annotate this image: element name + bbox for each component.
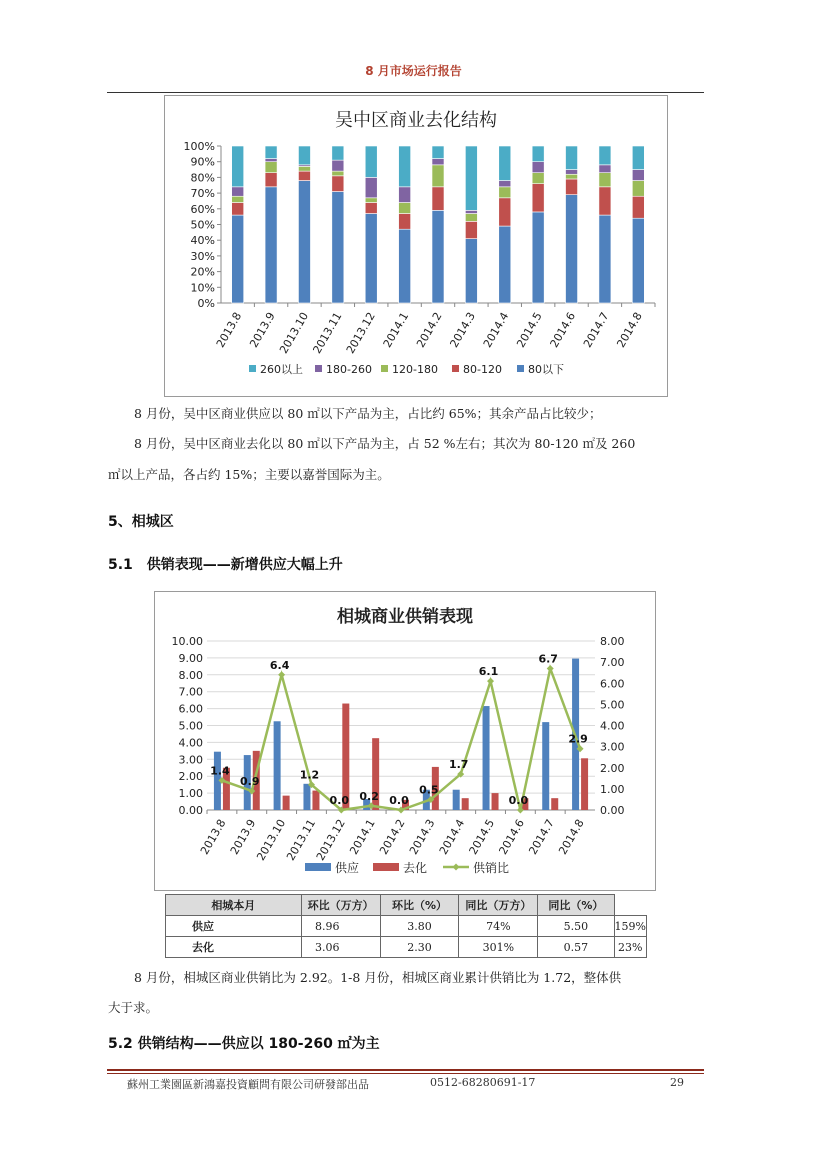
bar-segment <box>532 212 544 303</box>
bar-segment <box>232 215 244 303</box>
bar-segment <box>265 173 277 187</box>
x-tick-label: 2013.11 <box>310 310 345 356</box>
paragraph-wuzhong-supply: 8 月份，吴中区商业供应以 80 ㎡以下产品为主，占比约 65%；其余产品占比较少； <box>134 406 602 421</box>
table-cell: 0.57 <box>538 937 614 958</box>
y-right-tick-label: 7.00 <box>600 656 625 670</box>
ratio-point <box>547 665 554 672</box>
bar-segment <box>298 181 310 303</box>
bar-segment <box>532 173 544 184</box>
legend-label: 260以上 <box>260 363 303 376</box>
paragraph-wuzhong-sales: 8 月份，吴中区商业去化以 80 ㎡以下产品为主，占 52 %左右；其次为 80-120 ㎡及 260 <box>134 436 636 451</box>
bar-segment <box>566 174 578 179</box>
paragraph-xiangcheng-ratio-cont: 大于求。 <box>108 1000 159 1015</box>
subsection-heading-supply-sales: 5.1 供销表现——新增供应大幅上升 <box>108 557 343 573</box>
ratio-data-label: 0.9 <box>240 774 260 788</box>
bar-segment <box>632 218 644 303</box>
y-tick-label: 80% <box>190 171 215 185</box>
table-row <box>166 916 647 937</box>
bar-segment <box>632 181 644 197</box>
bar-segment <box>432 187 444 211</box>
bar-segment <box>365 177 377 197</box>
legend-swatch <box>315 365 322 372</box>
y-tick-label: 90% <box>190 155 215 169</box>
table-row <box>166 937 647 958</box>
y-right-tick-label: 1.00 <box>600 782 625 796</box>
table-cell: 3.06 <box>301 937 380 958</box>
sales-bar <box>551 798 558 810</box>
x-tick-label: 2014.2 <box>377 817 408 857</box>
bar-segment <box>499 181 511 187</box>
bar-segment <box>332 146 344 160</box>
bar-segment <box>399 214 411 230</box>
y-left-tick-label: 3.00 <box>178 753 203 767</box>
y-left-tick-label: 6.00 <box>178 702 203 716</box>
y-left-tick-label: 9.00 <box>178 651 203 665</box>
y-tick-label: 100% <box>183 140 215 153</box>
bar-segment <box>365 214 377 303</box>
y-tick-label: 50% <box>190 218 215 232</box>
paragraph-wuzhong-sales-cont: ㎡以上产品，各占约 15%；主要以嘉誉国际为主。 <box>108 467 390 482</box>
table-header-row <box>166 895 647 916</box>
x-tick-label: 2014.8 <box>556 817 587 857</box>
x-tick-label: 2014.4 <box>480 310 512 350</box>
y-right-tick-label: 5.00 <box>600 698 625 712</box>
supply-bar <box>453 790 460 810</box>
wuzhong-structure-chart <box>164 95 668 397</box>
bar-segment <box>365 198 377 203</box>
xiangcheng-stats-table <box>165 894 647 958</box>
bar-segment <box>232 196 244 202</box>
sales-bar <box>581 758 588 810</box>
ratio-data-label: 0.0 <box>508 794 529 807</box>
y-left-tick-label: 2.00 <box>178 770 203 784</box>
y-tick-label: 60% <box>190 202 215 216</box>
bar-segment <box>465 210 477 213</box>
ratio-data-label: 0.5 <box>419 783 439 797</box>
bar-segment <box>399 146 411 187</box>
table-cell: 23% <box>614 937 646 958</box>
bar-segment <box>232 187 244 196</box>
y-left-tick-label: 1.00 <box>178 787 203 801</box>
xiangcheng-supply-sales-svg <box>155 592 655 890</box>
wuzhong-structure-svg <box>165 96 667 396</box>
bar-segment <box>265 159 277 162</box>
ratio-data-label: 0.0 <box>389 794 409 807</box>
bar-segment <box>532 184 544 212</box>
bar-segment <box>265 162 277 173</box>
table-cell: 159% <box>614 916 646 937</box>
footer-page-number: 29 <box>670 1076 684 1089</box>
bar-segment <box>632 170 644 181</box>
y-right-tick-label: 8.00 <box>600 635 625 648</box>
y-left-tick-label: 7.00 <box>178 685 203 699</box>
section-heading-xiangcheng: 5、相城区 <box>108 514 174 530</box>
x-tick-label: 2014.1 <box>347 817 378 857</box>
bar-segment <box>566 146 578 170</box>
table-row-label: 去化 <box>166 937 302 958</box>
bar-segment <box>232 146 244 187</box>
x-tick-label: 2013.12 <box>343 310 378 356</box>
report-header-title: 8 月市场运行报告 <box>365 64 462 78</box>
bar-segment <box>298 171 310 180</box>
bar-segment <box>499 187 511 198</box>
bar-segment <box>332 192 344 303</box>
bar-segment <box>599 215 611 303</box>
legend-label: 180-260 <box>326 363 372 376</box>
bar-segment <box>265 146 277 159</box>
y-left-tick-label: 5.00 <box>178 719 203 733</box>
y-left-tick-label: 8.00 <box>178 668 203 682</box>
table-header-cell: 相城本月 <box>166 895 302 916</box>
bar-segment <box>532 162 544 173</box>
chart-title: 吴中区商业去化结构 <box>335 110 497 131</box>
header-divider <box>107 92 704 93</box>
legend-label: 供应 <box>335 861 360 875</box>
bar-segment <box>265 187 277 303</box>
legend-label: 120-180 <box>392 363 438 376</box>
ratio-point <box>278 671 285 678</box>
ratio-data-label: 1.7 <box>448 758 469 772</box>
x-tick-label: 2013.9 <box>227 817 259 857</box>
y-right-tick-label: 0.00 <box>600 804 625 817</box>
x-tick-label: 2014.4 <box>436 817 468 857</box>
table-row-label: 供应 <box>166 916 302 937</box>
bar-segment <box>499 198 511 226</box>
ratio-point <box>487 678 494 685</box>
y-tick-label: 30% <box>190 249 215 263</box>
x-tick-label: 2014.2 <box>414 310 445 350</box>
ratio-data-label: 6.4 <box>269 658 290 672</box>
y-tick-label: 10% <box>190 281 215 295</box>
bar-segment <box>465 221 477 238</box>
y-tick-label: 70% <box>190 187 215 201</box>
ratio-data-label: 0.2 <box>359 789 379 803</box>
x-tick-label: 2013.8 <box>213 310 245 350</box>
legend-swatch <box>381 365 388 372</box>
bar-segment <box>365 146 377 177</box>
legend-label: 供销比 <box>473 861 510 875</box>
supply-bar <box>483 706 490 810</box>
y-right-tick-label: 4.00 <box>600 719 625 733</box>
table-cell: 8.96 <box>301 916 380 937</box>
table-cell: 5.50 <box>538 916 614 937</box>
legend-label: 80-120 <box>463 363 502 376</box>
ratio-data-label: 1.4 <box>210 764 230 778</box>
supply-bar <box>542 722 549 810</box>
bar-segment <box>566 195 578 303</box>
y-right-tick-label: 3.00 <box>600 740 625 754</box>
bar-segment <box>432 159 444 165</box>
legend-label: 去化 <box>403 861 428 875</box>
table-header-cell: 同比（%） <box>538 895 614 916</box>
bar-segment <box>465 146 477 210</box>
x-tick-label: 2014.8 <box>614 310 645 350</box>
legend-swatch <box>249 365 256 372</box>
legend-swatch <box>452 365 459 372</box>
table-header-cell: 环比（万方） <box>301 895 380 916</box>
bar-segment <box>332 160 344 171</box>
y-left-tick-label: 10.00 <box>171 635 203 648</box>
bar-segment <box>499 226 511 303</box>
ratio-data-label: 6.1 <box>478 665 499 679</box>
legend-swatch <box>517 365 524 372</box>
legend-marker <box>453 864 460 871</box>
x-tick-label: 2013.10 <box>277 310 312 356</box>
bar-segment <box>599 187 611 215</box>
table-header-cell: 同比（万方） <box>459 895 538 916</box>
bar-segment <box>599 146 611 165</box>
legend-label: 80以下 <box>528 363 564 376</box>
supply-bar <box>303 784 310 810</box>
bar-segment <box>499 146 511 181</box>
bar-segment <box>632 146 644 170</box>
table-cell: 74% <box>459 916 538 937</box>
bar-segment <box>465 239 477 303</box>
y-left-tick-label: 4.00 <box>178 736 203 750</box>
bar-segment <box>432 146 444 159</box>
footer-divider <box>107 1069 704 1071</box>
bar-segment <box>332 176 344 192</box>
y-tick-label: 0% <box>197 297 215 310</box>
x-tick-label: 2014.6 <box>547 310 579 350</box>
bar-segment <box>399 203 411 214</box>
bar-segment <box>432 210 444 303</box>
bar-segment <box>399 187 411 203</box>
ratio-data-label: 6.7 <box>538 652 558 666</box>
chart-title: 相城商业供销表现 <box>337 607 473 627</box>
x-tick-label: 2014.5 <box>466 817 498 857</box>
table-cell: 301% <box>459 937 538 958</box>
bar-segment <box>298 166 310 171</box>
y-left-tick-label: 0.00 <box>178 804 203 817</box>
x-tick-label: 2014.7 <box>526 817 557 857</box>
x-tick-label: 2014.3 <box>447 310 478 350</box>
x-tick-label: 2014.7 <box>581 310 612 350</box>
x-tick-label: 2013.12 <box>313 817 348 863</box>
x-tick-label: 2013.8 <box>198 817 229 857</box>
y-right-tick-label: 2.00 <box>600 761 625 775</box>
x-tick-label: 2014.1 <box>380 310 412 350</box>
bar-segment <box>399 229 411 303</box>
paragraph-xiangcheng-ratio: 8 月份，相城区商业供销比为 2.92。1-8 月份，相城区商业累计供销比为 1.72，整体供 <box>134 970 622 985</box>
x-tick-label: 2014.5 <box>514 310 545 350</box>
bar-segment <box>566 170 578 175</box>
table-cell: 3.80 <box>380 916 459 937</box>
subsection-heading-supply-structure: 5.2 供销结构——供应以 180-260 ㎡为主 <box>108 1036 380 1052</box>
legend-swatch <box>373 863 399 871</box>
legend-swatch <box>305 863 331 871</box>
bar-segment <box>566 179 578 195</box>
sales-bar <box>462 798 469 810</box>
x-tick-label: 2014.3 <box>406 817 438 857</box>
bar-segment <box>465 214 477 222</box>
bar-segment <box>632 196 644 218</box>
x-tick-label: 2014.6 <box>496 817 527 857</box>
supply-bar <box>274 721 281 810</box>
x-tick-label: 2013.10 <box>254 817 289 863</box>
sales-bar <box>283 796 290 810</box>
x-tick-label: 2013.11 <box>284 817 319 863</box>
bar-segment <box>332 171 344 176</box>
ratio-data-label: 1.2 <box>299 768 320 782</box>
bar-segment <box>232 203 244 216</box>
y-tick-label: 40% <box>190 234 215 248</box>
xiangcheng-supply-sales-chart <box>154 591 656 891</box>
x-tick-label: 2013.9 <box>247 310 278 350</box>
table-header-cell: 环比（%） <box>380 895 459 916</box>
sales-bar <box>492 793 499 810</box>
footer-divider-thin <box>107 1073 704 1074</box>
bar-segment <box>298 146 310 165</box>
bar-segment <box>599 173 611 187</box>
footer-company: 蘇州工業園區新鴻嘉投資顧問有限公司研發部出品 <box>127 1078 369 1091</box>
bar-segment <box>432 165 444 187</box>
ratio-data-label: 0.0 <box>329 794 350 807</box>
sales-bar <box>312 791 319 810</box>
bar-segment <box>365 203 377 214</box>
y-right-tick-label: 6.00 <box>600 677 625 691</box>
bar-segment <box>532 146 544 162</box>
ratio-data-label: 2.9 <box>568 732 588 746</box>
y-tick-label: 20% <box>190 265 215 279</box>
footer-phone: 0512-68280691-17 <box>430 1076 536 1089</box>
bar-segment <box>599 165 611 173</box>
table-cell: 2.30 <box>380 937 459 958</box>
